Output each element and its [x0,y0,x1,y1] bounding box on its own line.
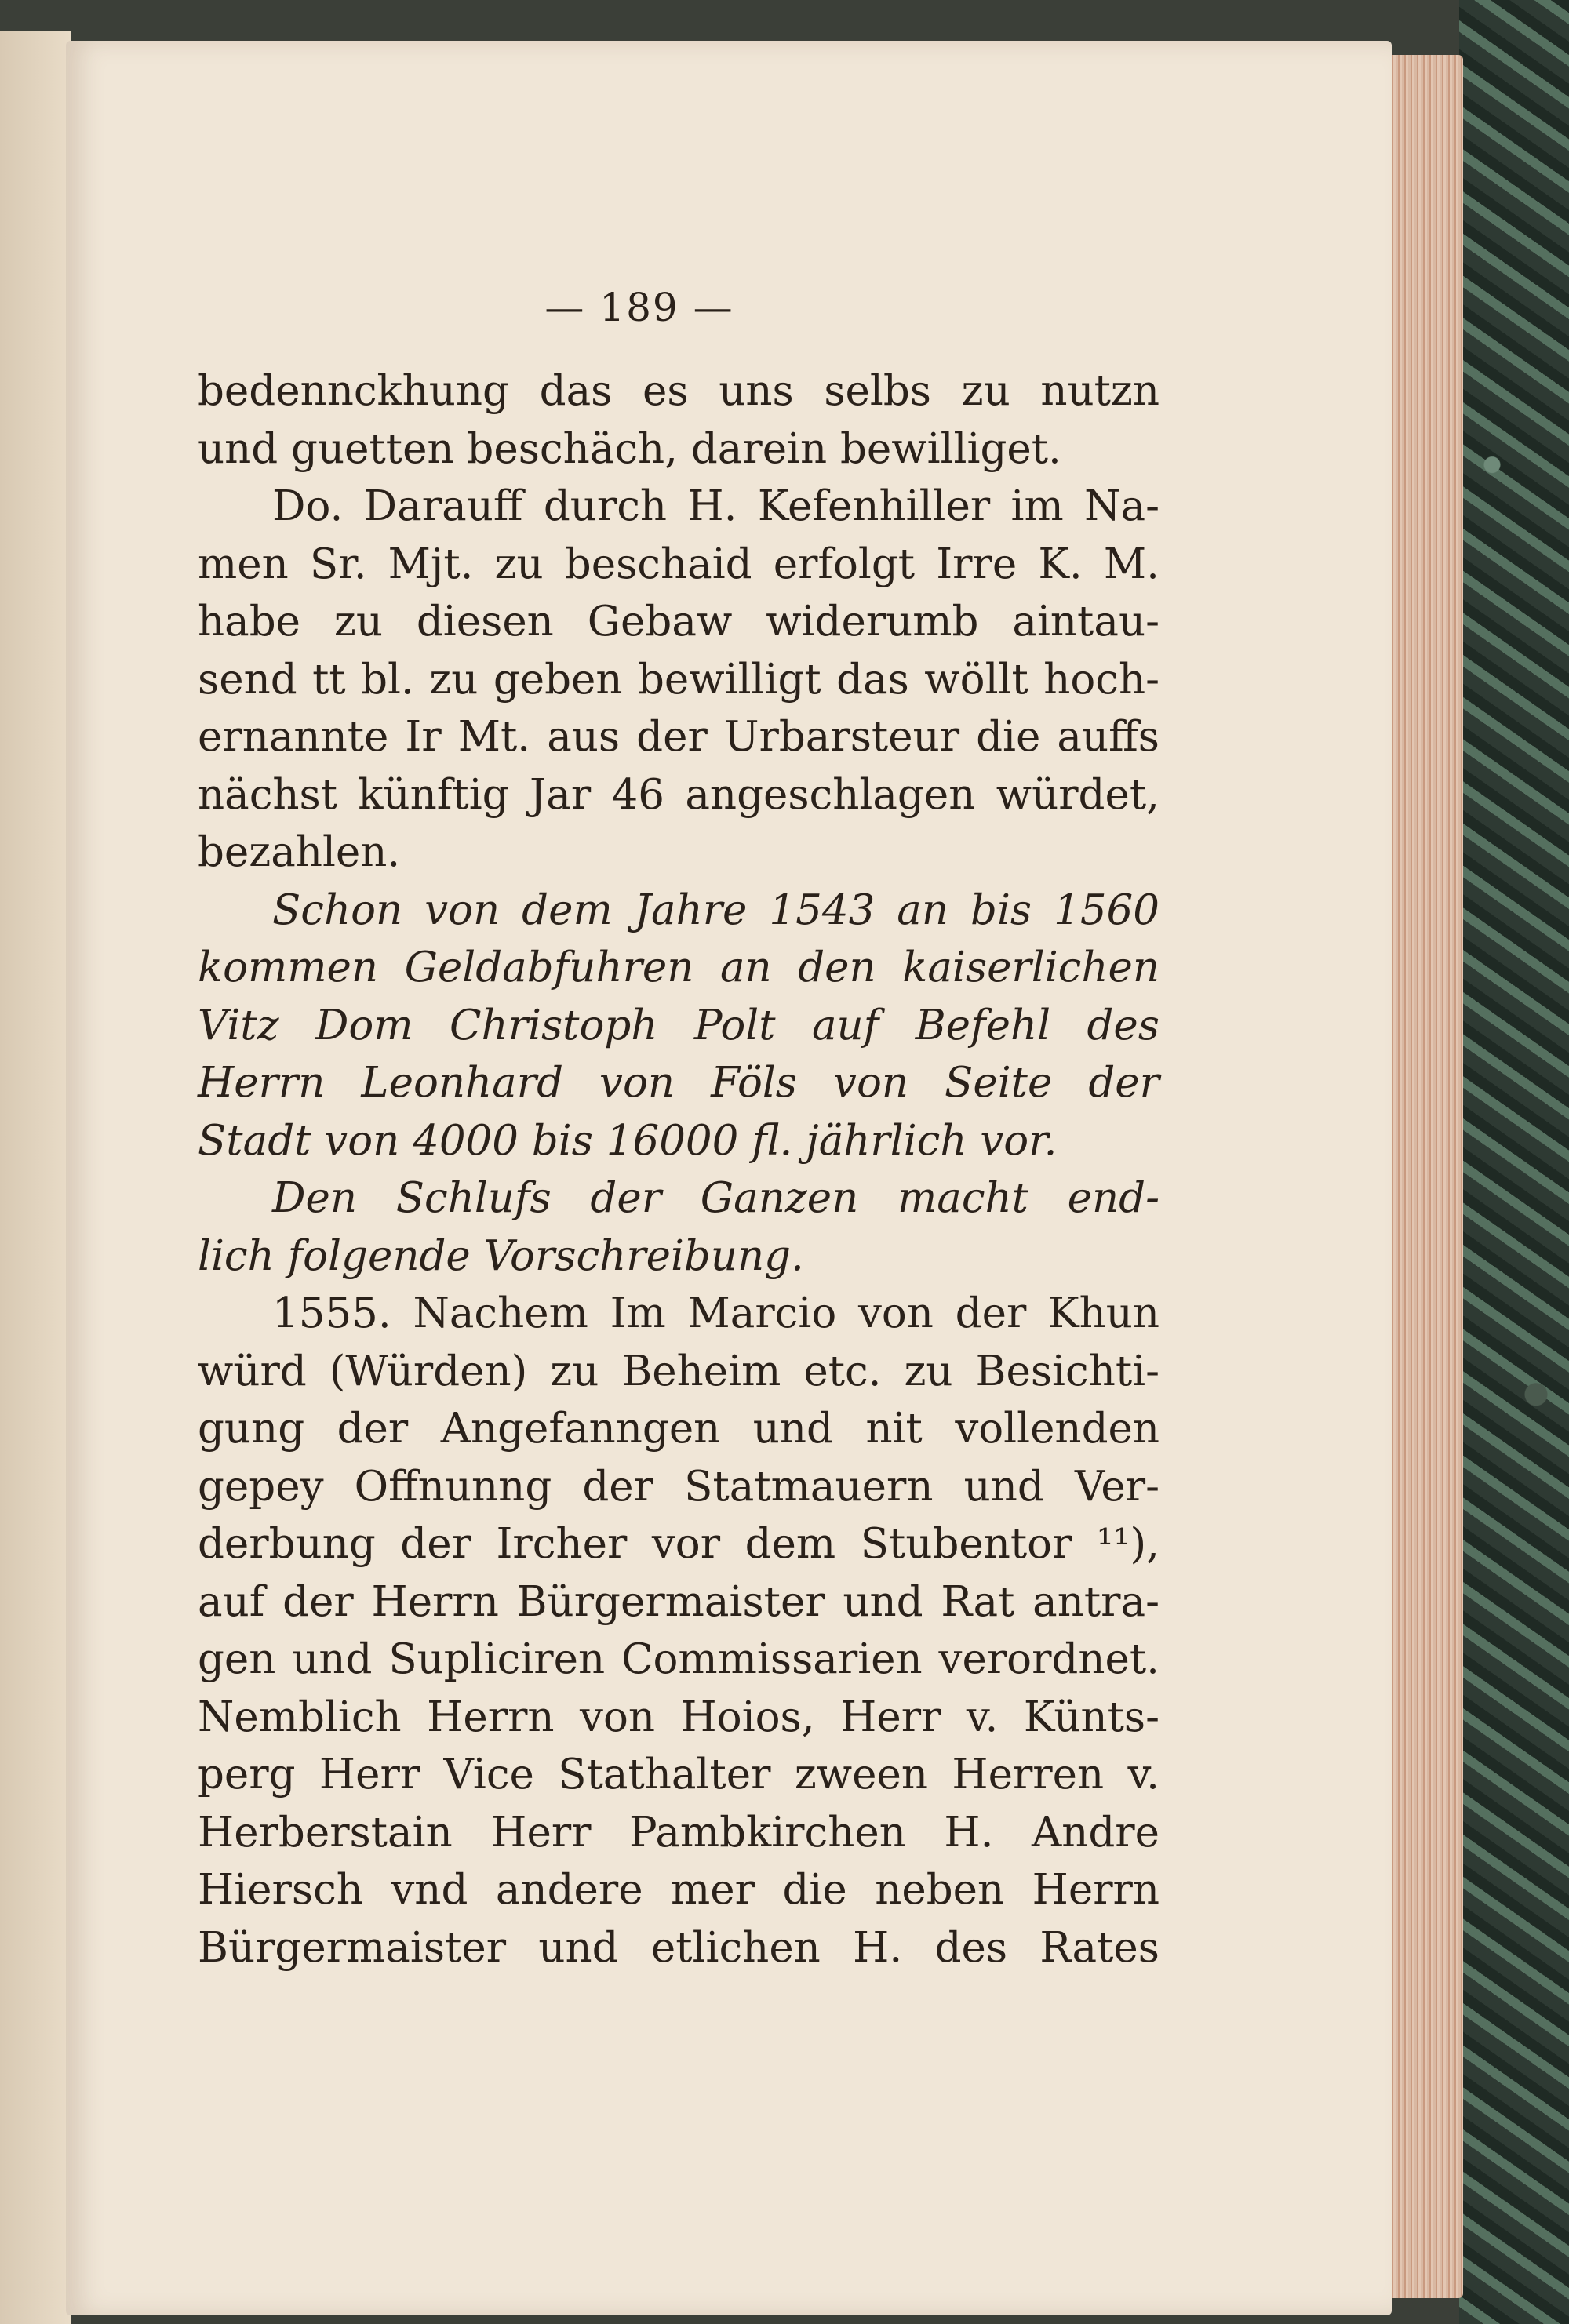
body-text [198,362,1159,1977]
text-line: kommen Geldabfuhren an den kaiserlichen [198,944,1159,991]
text-line: Hiersch vnd andere mer die neben Herrn [198,1866,1159,1914]
text-line: lich folgende Vorschreibung. [198,1231,804,1280]
book-cover-marbled [1459,0,1569,2324]
text-line: und guetten beschäch, darein bewilliget. [198,424,1061,473]
text-line: bedennckhung das es uns selbs zu nutzn [198,367,1159,415]
text-line: men Sr. Mjt. zu beschaid erfolgt Irre K. M. [198,540,1159,588]
text-line: Vitz Dom Christoph Polt auf Befehl des [198,1001,1159,1049]
text-line: Bürgermaister und etlichen H. des Rates [198,1923,1159,1972]
text-line: Herberstain Herr Pambkirchen H. Andre [198,1808,1159,1857]
text-line: Schon von dem Jahre 1543 an bis 1560 [272,886,1159,934]
text-line: derbung der Ircher vor dem Stubentor ¹¹), [198,1520,1159,1568]
text-line: ernannte Ir Mt. aus der Urbarsteur die auffs [198,713,1159,761]
text-line: habe zu diesen Gebaw widerumb aintau- [198,598,1159,646]
facing-page-edge [0,31,71,2324]
text-line: Nemblich Herrn von Hoios, Herr v. Künts- [198,1693,1159,1741]
text-line: Do. Darauff durch H. Kefenhiller im Na- [272,482,1159,530]
text-line: nächst künftig Jar 46 angeschlagen würdet, [198,770,1159,819]
text-line: auf der Herrn Bürgermaister und Rat antra- [198,1577,1159,1626]
text-line: gung der Angefanngen und nit vollenden [198,1405,1159,1453]
text-line: Den Schlufs der Ganzen macht end- [272,1174,1159,1222]
text-line: 1555. Nachem Im Marcio von der Khun [272,1289,1159,1337]
text-line: Stadt von 4000 bis 16000 fl. jährlich vor. [198,1116,1058,1165]
text-line: Herrn Leonhard von Föls von Seite der [198,1059,1159,1107]
text-line: send tt bl. zu geben bewilligt das wöllt hoch- [198,655,1159,704]
text-line: gen und Supliciren Commissarien verordnet. [198,1635,1159,1683]
text-line: bezahlen. [198,828,401,876]
page-number: — 189 — [544,285,734,330]
text-line: gepey Offnunng der Statmauern und Ver- [198,1462,1159,1511]
text-line: würd (Würden) zu Beheim etc. zu Besichti- [198,1347,1159,1395]
text-line: perg Herr Vice Stathalter zween Herren v. [198,1751,1159,1798]
